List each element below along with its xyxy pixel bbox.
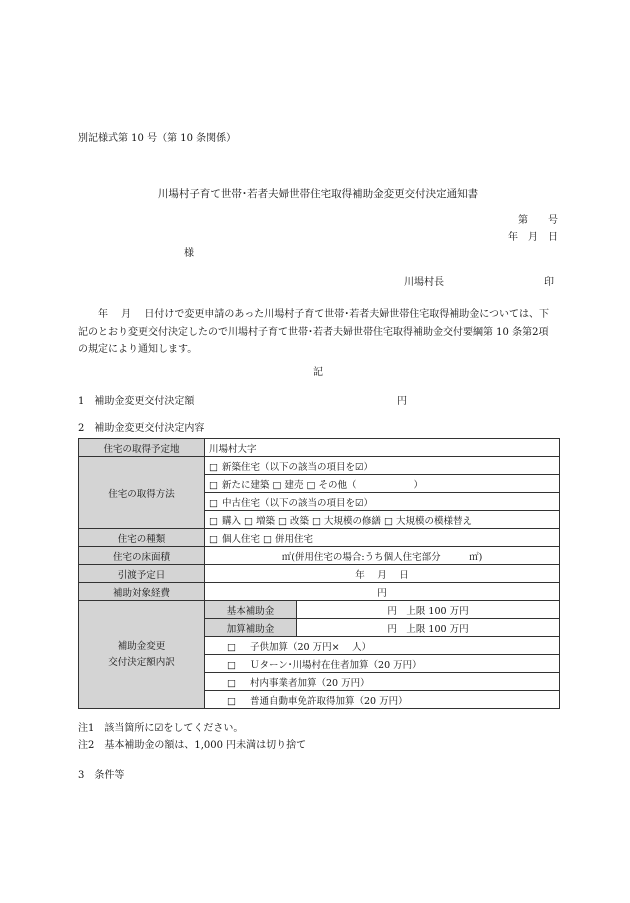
type-text: 個人住宅 □ 併用住宅 <box>221 533 313 545</box>
breakdown-label-line-2: 交付決定額内訳 <box>108 656 175 668</box>
method-new-options-text: 新たに建築 □ 建売 □ その他（ ） <box>221 479 424 491</box>
checkbox[interactable]: □ <box>209 497 218 509</box>
site-value: 川場村大字 <box>205 439 560 457</box>
type-label: 住宅の種類 <box>79 529 205 547</box>
add-item-cell[interactable] <box>205 637 560 655</box>
cost-label: 補助対象経費 <box>79 583 205 601</box>
area-label: 住宅の床面積 <box>79 547 205 565</box>
section1-label: 1 補助金変更交付決定額 <box>78 396 195 407</box>
add-item-cell[interactable] <box>205 673 560 691</box>
note-1: 注1 該当箇所に☑をしてください。 <box>78 723 244 734</box>
table-row <box>79 457 560 475</box>
method-used-cell[interactable] <box>205 493 560 511</box>
document-date: 年 月 日 <box>508 232 558 243</box>
add-label: 加算補助金 <box>205 619 297 637</box>
section2-label: 2 補助金変更交付決定内容 <box>78 423 205 434</box>
add-item-text: 普通自動車免許取得加算（20 万円） <box>249 695 408 707</box>
checkbox[interactable]: □ <box>227 659 236 671</box>
checkbox[interactable]: □ <box>209 461 218 473</box>
add-item-text: Ｕターン･川場村在住者加算（20 万円） <box>249 659 422 671</box>
handover-label: 引渡予定日 <box>79 565 205 583</box>
note-2: 注2 基本補助金の額は、1,000 円未満は切り捨て <box>78 740 307 751</box>
method-used-text: 中古住宅（以下の該当の項目を☑） <box>221 497 374 509</box>
body-paragraph: 年 月 日付けで変更申請のあった川場村子育て世帯･若者夫婦世帯住宅取得補助金については、下記のとおり変更交付決定したので川場村子育て世帯･若者夫婦世帯住宅取得補助金交付要綱第 10 条第2項の規定により通知します。 <box>78 309 550 355</box>
method-used-options-cell[interactable] <box>205 511 560 529</box>
table-row <box>79 439 560 457</box>
type-cell[interactable] <box>205 529 560 547</box>
table-row <box>79 547 560 565</box>
checkbox[interactable]: □ <box>227 695 236 707</box>
add-item-cell[interactable] <box>205 691 560 709</box>
document-number: 第 号 <box>518 215 558 226</box>
form-number: 別記様式第 10 号（第 10 条関係） <box>78 133 237 144</box>
addressee-honorific: 様 <box>184 248 194 259</box>
table-row <box>79 583 560 601</box>
subsidy-detail-table <box>78 438 560 709</box>
checkbox[interactable]: □ <box>227 677 236 689</box>
checkbox[interactable]: □ <box>227 641 236 653</box>
method-label: 住宅の取得方法 <box>79 457 205 529</box>
section3-label: 3 条件等 <box>78 770 125 781</box>
table-row <box>79 529 560 547</box>
site-label: 住宅の取得予定地 <box>79 439 205 457</box>
checkbox[interactable]: □ <box>209 515 218 527</box>
add-item-text: 子供加算（20 万円× 人） <box>249 641 372 653</box>
handover-value: 年 月 日 <box>205 565 560 583</box>
add-value: 円 上限 100 万円 <box>297 619 560 637</box>
ki-heading: 記 <box>313 367 323 378</box>
basic-value: 円 上限 100 万円 <box>297 601 560 619</box>
method-new-cell[interactable] <box>205 457 560 475</box>
method-new-text: 新築住宅（以下の該当の項目を☑） <box>221 461 374 473</box>
area-value: ㎡(併用住宅の場合:うち個人住宅部分 ㎡) <box>205 547 560 565</box>
method-new-options-cell[interactable] <box>205 475 560 493</box>
basic-label: 基本補助金 <box>205 601 297 619</box>
table-row <box>79 601 560 619</box>
section1-unit: 円 <box>397 396 407 407</box>
method-used-options-text: 購入 □ 増築 □ 改築 □ 大規模の修繕 □ 大規模の模様替え <box>221 515 473 527</box>
seal-mark: 印 <box>544 277 554 288</box>
breakdown-label-line-1: 補助金変更 <box>117 641 166 653</box>
add-item-text: 村内事業者加算（20 万円） <box>249 677 370 689</box>
table-row <box>79 565 560 583</box>
checkbox[interactable]: □ <box>209 533 218 545</box>
add-item-cell[interactable] <box>205 655 560 673</box>
issuer-name: 川場村長 <box>404 277 444 288</box>
breakdown-label <box>79 601 205 709</box>
checkbox[interactable]: □ <box>209 479 218 491</box>
cost-value: 円 <box>205 583 560 601</box>
document-title: 川場村子育て世帯･若者夫婦世帯住宅取得補助金変更交付決定通知書 <box>157 188 479 200</box>
